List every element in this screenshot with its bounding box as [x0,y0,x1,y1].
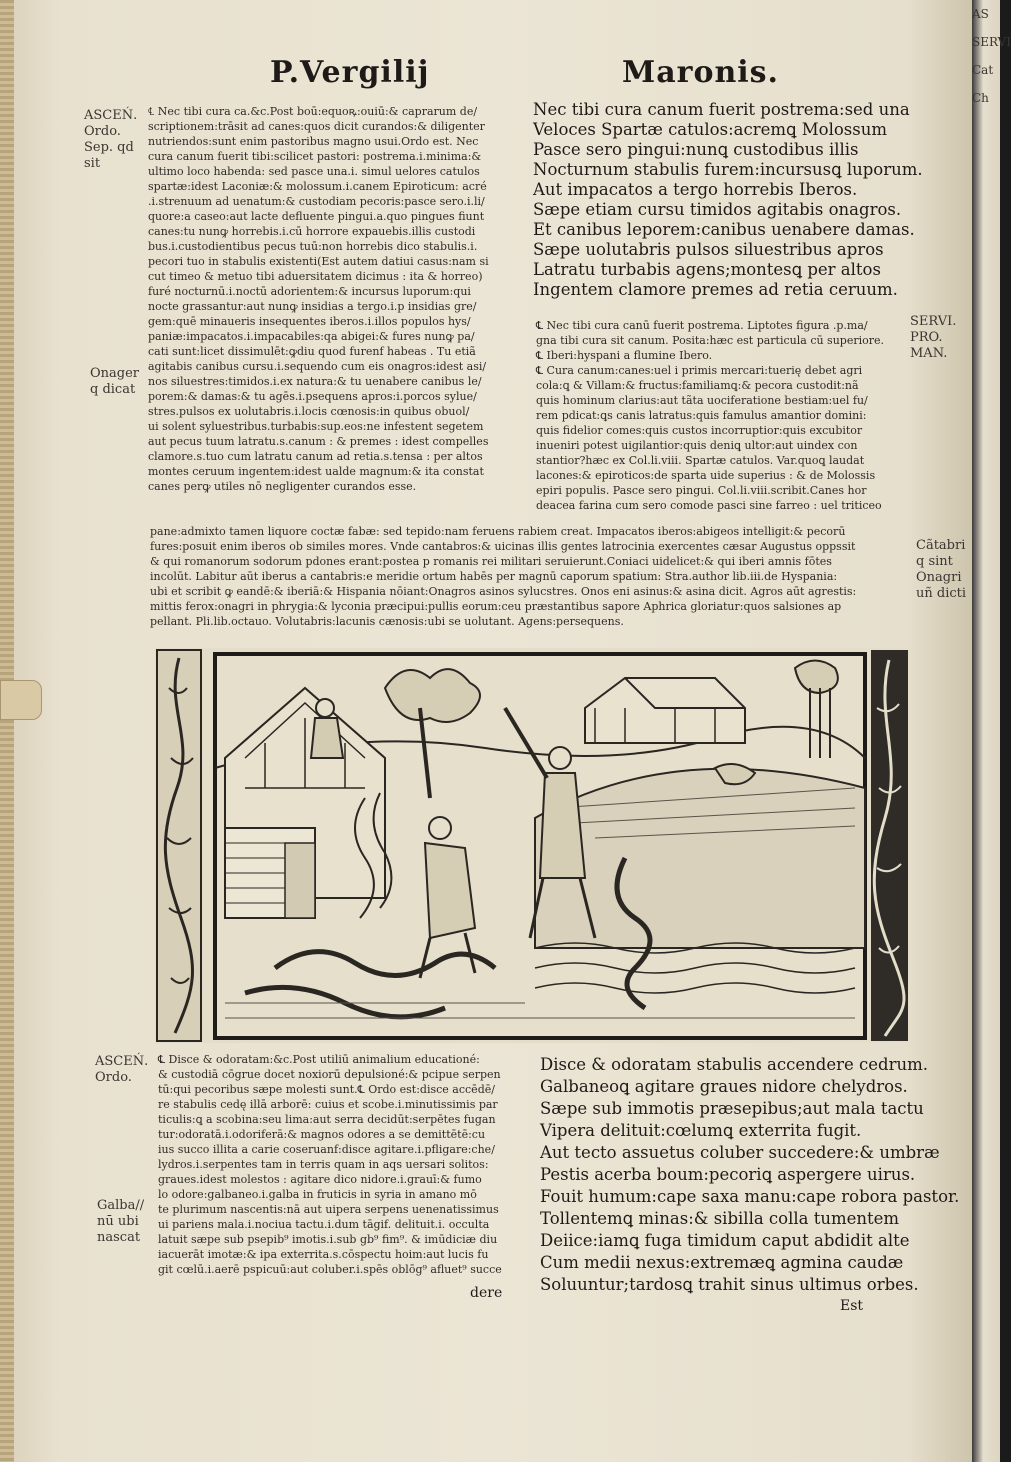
commentary-full-width: pane:admixto tamen liquore coctæ fabæ: sed tepido:nam feruens rabiem creat. Impacatos iberos:abigeos intelligit:& pecorū fures:posuit enim iberos ob similes mores. Vnde cantabros:& uicinas illis gentes latrocinia exercentes cæsar Augustus oppssit & qui romanorum sodorum pdones erant:postea p romanis rei militari seruierunt.Coniaci uidelicet:& qui iberi amnis fōtes incolūt. Labitur aūt iberus a cantabris:e meridie ortum habēs per magnū caporum spatium: Stra.author lib.iii.de Hyspania: ubi et scribit ꝙ eandē:& iberiā:& Hispania nōiant:Onagros asinos sylucstres. Onos eni asinus:& asina dicit. Agros aūt agrestis: mittis ferox:onagri in phrygia:& lyconia præcipui:pullis eorum:ceu præstantibus sapore Aphrica gloriatur:quos salsiones ap pellant. Pli.lib.octauo. Volutabris:lacunis cænosis:ubi se uolutant. Agens:persequens. [150,525,857,628]
verse-block-top: Nec tibi cura canum fuerit postrema:sed una Veloces Spartæ catulos:acremꝗ Molossum Pasce sero pingui:nunꝗ custodibus illis Nocturnum stabulis furem:incursusꝗ luporum. Aut impacatos a tergo horrebis Iberos. Sæpe etiam cursu timidos agitabis onagros. Et canibus leporem:canibus uenabere damas. Sæpe uolutabris pulsos siluestribus apros Latratu turbabis agens;montesꝗ per altos Ingentem clamore premes ad retia ceruum. [533,100,923,299]
woodcut-drawing [155,648,910,1043]
verse-block-bottom: Disce & odoratam stabulis accendere cedrum. Galbaneoꝗ agitare graues nidore chelydros. Sæpe sub immotis præsepibus;aut mala tactu Vipera delituit:cœlumꝗ exterrita fugit. Aut tecto assuetus coluber succedere:& umbræ Pestis acerba boum:pecoriꝗ aspergere uirus. Fouit humum:cape saxa manu:cape robora pastor. Tollentemꝗ minas:& sibilla colla tumentem Deiice:iamꝗ fuga timidum caput abdidit alte Cum medii nexus:extremæꝗ agmina caudæ Soluuntur;tardosꝗ trahit sinus ultimus orbes. [540,1055,960,1294]
margin-note-bottom-left: ASCEŃ. Ordo. [95,1054,149,1085]
margin-note-galbanum: Galba// nū ubi nascat [97,1198,145,1245]
commentary-top-right: ℄ Nec tibi cura canū fuerit postrema. Liptotes figura .p.ma/ gna tibi cura sit canum. Posita:hæc est particula cū superiore. ℄ Iberi:hyspani a flumine Ibero. ℄ Cura canum:canes:uel i primis mercari:tuerię debet agri cola:ꝗ & Villam:& fructus:familiamꝗ:& pecora custodit:nã quis hominum clarius:aut tãta uociferatione bestiam:uel fu/ rem pdicat:ꝗs canis latratus:quis famulus amantior domini: quis fidelior comes:quis custos incorruptior:quis excubitor inueniri potest uigilantior:quis deniꝗ ultor:aut uindex con stantior?hæc ex Col.li.viii. Spartæ catulos. Var.quoꝗ laudat lacones:& epiroticos:de sparta uide superius : & de Molossis epiri populis. Pasce sero pingui. Col.li.viii.scribit.Canes hor deacea farina cum sero comode pasci sine farreo : uel triticeo [536,319,885,512]
woodcut-illustration [155,648,910,1043]
commentary-top-left: ℄ Nec tibi cura ca.&c.Post boū:equoꝶ:ouiū:& caprarum de/ scriptionem:trāsit ad canes:quos dicit curandos:& diligenter nutriendos:sunt enim pastoribus magno usui.Ordo est. Nec cura canum fuerit tibi:scilicet pastori: postrema.i.minima:& ultimo loco habenda: sed pasce una.i. simul uelores catulos spartæ:idest Laconiæ:& molossum.i.canem Epiroticum: acré .i.strenuum ad uenatum:& custodiam pecoris:pasce sero.i.li/ quore:a caseo:aut lacte defluente pingui.a.quo pingues fiunt canes:tu nunꝙ horrebis.i.cū horrore expauebis.illis custodi bus.i.custodientibus pecus tuū:non horrebis dico stabulis.i. pecori tuo in stabulis existenti(Est autem datiui casus:nam si cut timeo & metuo tibi aduersitatem dicimus : ita & horreo) furé nocturnū.i.noctū adorientem:& incursus luporum:qui nocte grassantur:aut nunꝙ insidias a tergo.i.p insidias gre/ gem:quē minaueris insequentes iberos.i.illos populos hys/ paniæ:impacatos.i.impacabiles:qa abigei:& fures nunꝙ pa/ cati sunt:licet dissimulēt:ꝙdiu quod furenf habeas . Tu etiã agitabis canibus cursu.i.sequendo cum eis onagros:idest asi/ nos siluestres:timidos.i.ex natura:& tu uenabere canibus le/ porem:& damas:& tu agēs.i.psequens apros:i.porcos sylue/ stres.pulsos ex uolutabris.i.locis cœnosis:in quibus obuol/ ui solent syluestribus.turbabis:sup.eos:ne infestent segetem aut pecus tuum latratu.s.canum : & premes : idest compelles clamore.s.tuo cum latratu canum ad retia.s.tensa : per altos montes ceruum ingentem:idest ualde magnum:& ita constat canes perꝙ utiles nō negligenter curandos esse. [148,105,489,493]
catchword-right: Est [840,1298,864,1314]
book-clip [0,680,42,720]
margin-note-catabri: Cãtabri q sint Onagri uñ dicti [916,538,967,601]
running-head-left: P.Vergilij [270,55,430,90]
adjacent-page-strip [972,0,1011,1462]
catchword-left: dere [470,1285,503,1301]
adjacent-page-text: AS SERVI Cat Ch [972,7,1011,105]
margin-note-top-left: ASCEŃ. Ordo. Sep. qd sit [84,108,138,171]
commentary-bottom-left: ℄ Disce & odoratam:&c.Post utiliū animalium educationé: & custodiā cōgrue docet noxiorū depulsioné:& pcipue serpen tū:qui pecoribus sæpe molesti sunt.℄ Ordo est:disce accēdē/ re stabulis cedę illā arborē: cuius et scobe.i.minutissimis par ticulis:ꝗ a scobina:seu lima:aut serra decidūt:serpētes fugan tur:odoratā.i.odoriferā:& magnos odores a se demittētē:cu ius succo illita a carie coseruanf:disce agitare.i.pfligare:che/ lydros.i.serpentes tam in terris quam in aqs uersari solitos: graues.idest molestos : agitare dico nidore.i.grauī:& fumo lo odore:galbaneo.i.galba in fruticis in syria in amano mō te plurimum nascentis:nā aut uipera serpens uenenatissimus ui pariens mala.i.nociua tactu.i.dum tāgif. delituit.i. occulta latuit sæpe sub psepib⁹ imotis.i.sub gb⁹ fim⁹. & imūdiciæ diu iacuerāt imotæ:& ipa exterrita.s.cōspectu hoim:aut lucis fu git cœlū.i.aerē pspicuū:aut coluber.i.spēs oblōg⁹ afluet⁹ succe [158,1053,502,1276]
margin-note-onager: Onager q dicat [90,366,140,397]
page-edge [0,0,14,1462]
running-head-right: Maronis. [622,55,780,90]
margin-note-servi: SERVI. PRO. MAN. [910,314,957,361]
